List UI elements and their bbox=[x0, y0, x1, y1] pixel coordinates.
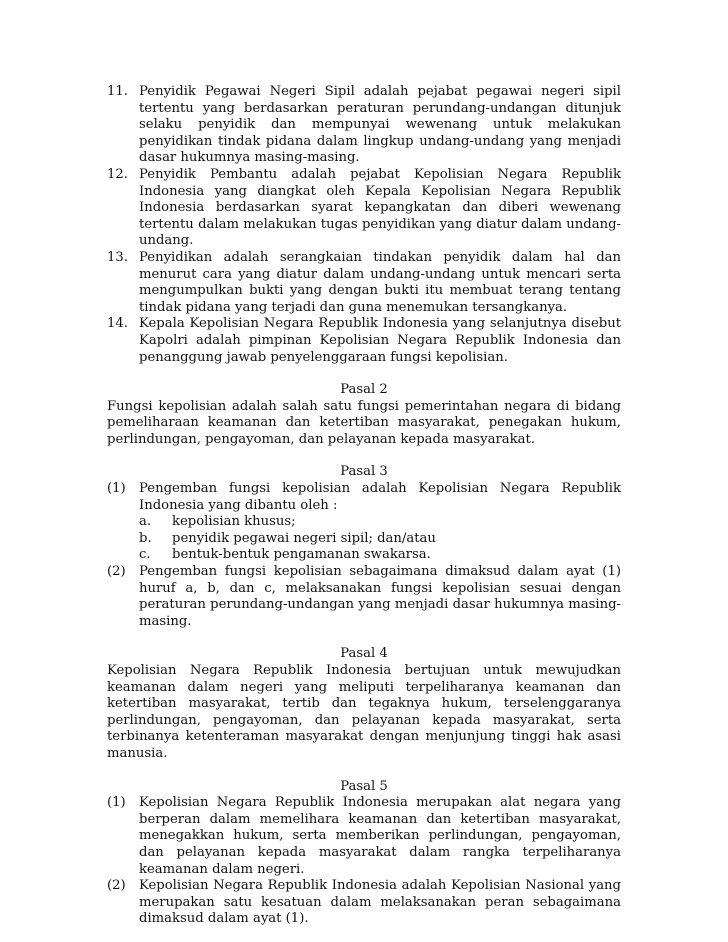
item-text: Kepala Kepolisian Negara Republik Indonesia yang selanjutnya disebut Kapolri adalah pimpinan Kepolisian Negara Republik Indonesia dan penanggung jawab penyelenggaraan fungsi kepolisian. bbox=[139, 316, 621, 365]
definition-item bbox=[107, 250, 621, 316]
definition-item bbox=[107, 316, 621, 366]
ayat-number: (1) bbox=[107, 795, 126, 811]
pasal-text: Fungsi kepolisian adalah salah satu fungsi pemerintahan negara di bidang pemeliharaan keamanan dan ketertiban masyarakat, penegakan hukum, perlindungan, pengayoman, dan pelayanan kepada masyarakat. bbox=[107, 398, 621, 447]
ayat-number: (1) bbox=[107, 481, 126, 497]
item-text: Penyidik Pembantu adalah pejabat Kepolisian Negara Republik Indonesia yang diangkat oleh Kepala Kepolisian Negara Republik Indonesia berdasarkan syarat kepangkatan dan diberi wewenang tertentu dalam melakukan tugas penyidikan yang diatur dalam undang-undang. bbox=[139, 166, 621, 249]
document-content bbox=[107, 84, 621, 928]
ayat-item bbox=[107, 481, 621, 564]
definition-item bbox=[107, 84, 621, 167]
item-number: 14. bbox=[107, 316, 128, 332]
sub-item-letter: a. bbox=[139, 514, 152, 530]
item-text: Penyidikan adalah serangkaian tindakan penyidik dalam hal dan menurut cara yang diatur dalam undang-undang untuk mencari serta mengumpulkan bukti yang dengan bukti itu membuat terang tentang tindak pidana yang terjadi dan guna menemukan tersangkanya. bbox=[139, 249, 621, 315]
sub-item-letter: c. bbox=[139, 547, 151, 563]
ayat-number: (2) bbox=[107, 564, 126, 580]
ayat-item bbox=[107, 564, 621, 630]
definitions-list bbox=[107, 84, 621, 366]
ayat-item bbox=[107, 795, 621, 878]
pasal-heading: Pasal 3 bbox=[340, 464, 388, 480]
ayat-text: Kepolisian Negara Republik Indonesia adalah Kepolisian Nasional yang merupakan satu kesatuan dalam melaksanakan peran sebagaimana dimaksud dalam ayat (1). bbox=[139, 878, 621, 927]
sub-item-text: penyidik pegawai negeri sipil; dan/atau bbox=[172, 530, 436, 546]
item-number: 13. bbox=[107, 249, 128, 265]
item-text: Penyidik Pegawai Negeri Sipil adalah pejabat pegawai negeri sipil tertentu yang berdasarkan peraturan perundang-undangan ditunjuk selaku penyidik dan mempunyai wewenang untuk melakukan penyidikan tindak pidana dalam lingkup undang-undang yang menjadi dasar hukumnya masing-masing. bbox=[139, 84, 621, 166]
item-number: 12. bbox=[107, 166, 128, 182]
pasal-heading: Pasal 4 bbox=[340, 646, 388, 662]
sub-item-letter: b. bbox=[139, 530, 152, 546]
pasal-5 bbox=[107, 779, 621, 928]
pasal-3 bbox=[107, 464, 621, 630]
pasal-heading: Pasal 5 bbox=[340, 778, 388, 794]
item-number: 11. bbox=[107, 84, 128, 99]
sub-item bbox=[139, 514, 621, 531]
ayat-text: Pengemban fungsi kepolisian adalah Kepolisian Negara Republik Indonesia yang dibantu oleh : bbox=[139, 481, 621, 513]
definition-item bbox=[107, 167, 621, 250]
pasal-4 bbox=[107, 646, 621, 762]
pasal-text: Kepolisian Negara Republik Indonesia bertujuan untuk mewujudkan keamanan dalam negeri yang meliputi terpeliharanya keamanan dan ketertiban masyarakat, tertib dan tegaknya hukum, terselenggaranya perlindungan, pengayoman, dan pelayanan kepada masyarakat, serta terbinanya ketenteraman masyarakat dengan menjunjung tinggi hak asasi manusia. bbox=[107, 663, 621, 761]
sub-item-text: kepolisian khusus; bbox=[172, 514, 296, 530]
pasal-heading: Pasal 2 bbox=[340, 382, 388, 398]
sub-item bbox=[139, 531, 621, 548]
pasal-2 bbox=[107, 382, 621, 448]
sub-item bbox=[139, 547, 621, 564]
ayat-item bbox=[107, 878, 621, 928]
ayat-number: (2) bbox=[107, 878, 126, 894]
sub-item-text: bentuk-bentuk pengamanan swakarsa. bbox=[172, 547, 431, 563]
ayat-text: Kepolisian Negara Republik Indonesia merupakan alat negara yang berperan dalam memelihara keamanan dan ketertiban masyarakat, menegakkan hukum, serta memberikan perlindungan, pengayoman, dan pelayanan kepada masyarakat dalam rangka terpeliharanya keamanan dalam negeri. bbox=[139, 795, 621, 877]
ayat-text: Pengemban fungsi kepolisian sebagaimana dimaksud dalam ayat (1) huruf a, b, dan c, melaksanakan fungsi kepolisian sesuai dengan peraturan perundang-undangan yang menjadi dasar hukumnya masing-masing. bbox=[139, 564, 621, 629]
